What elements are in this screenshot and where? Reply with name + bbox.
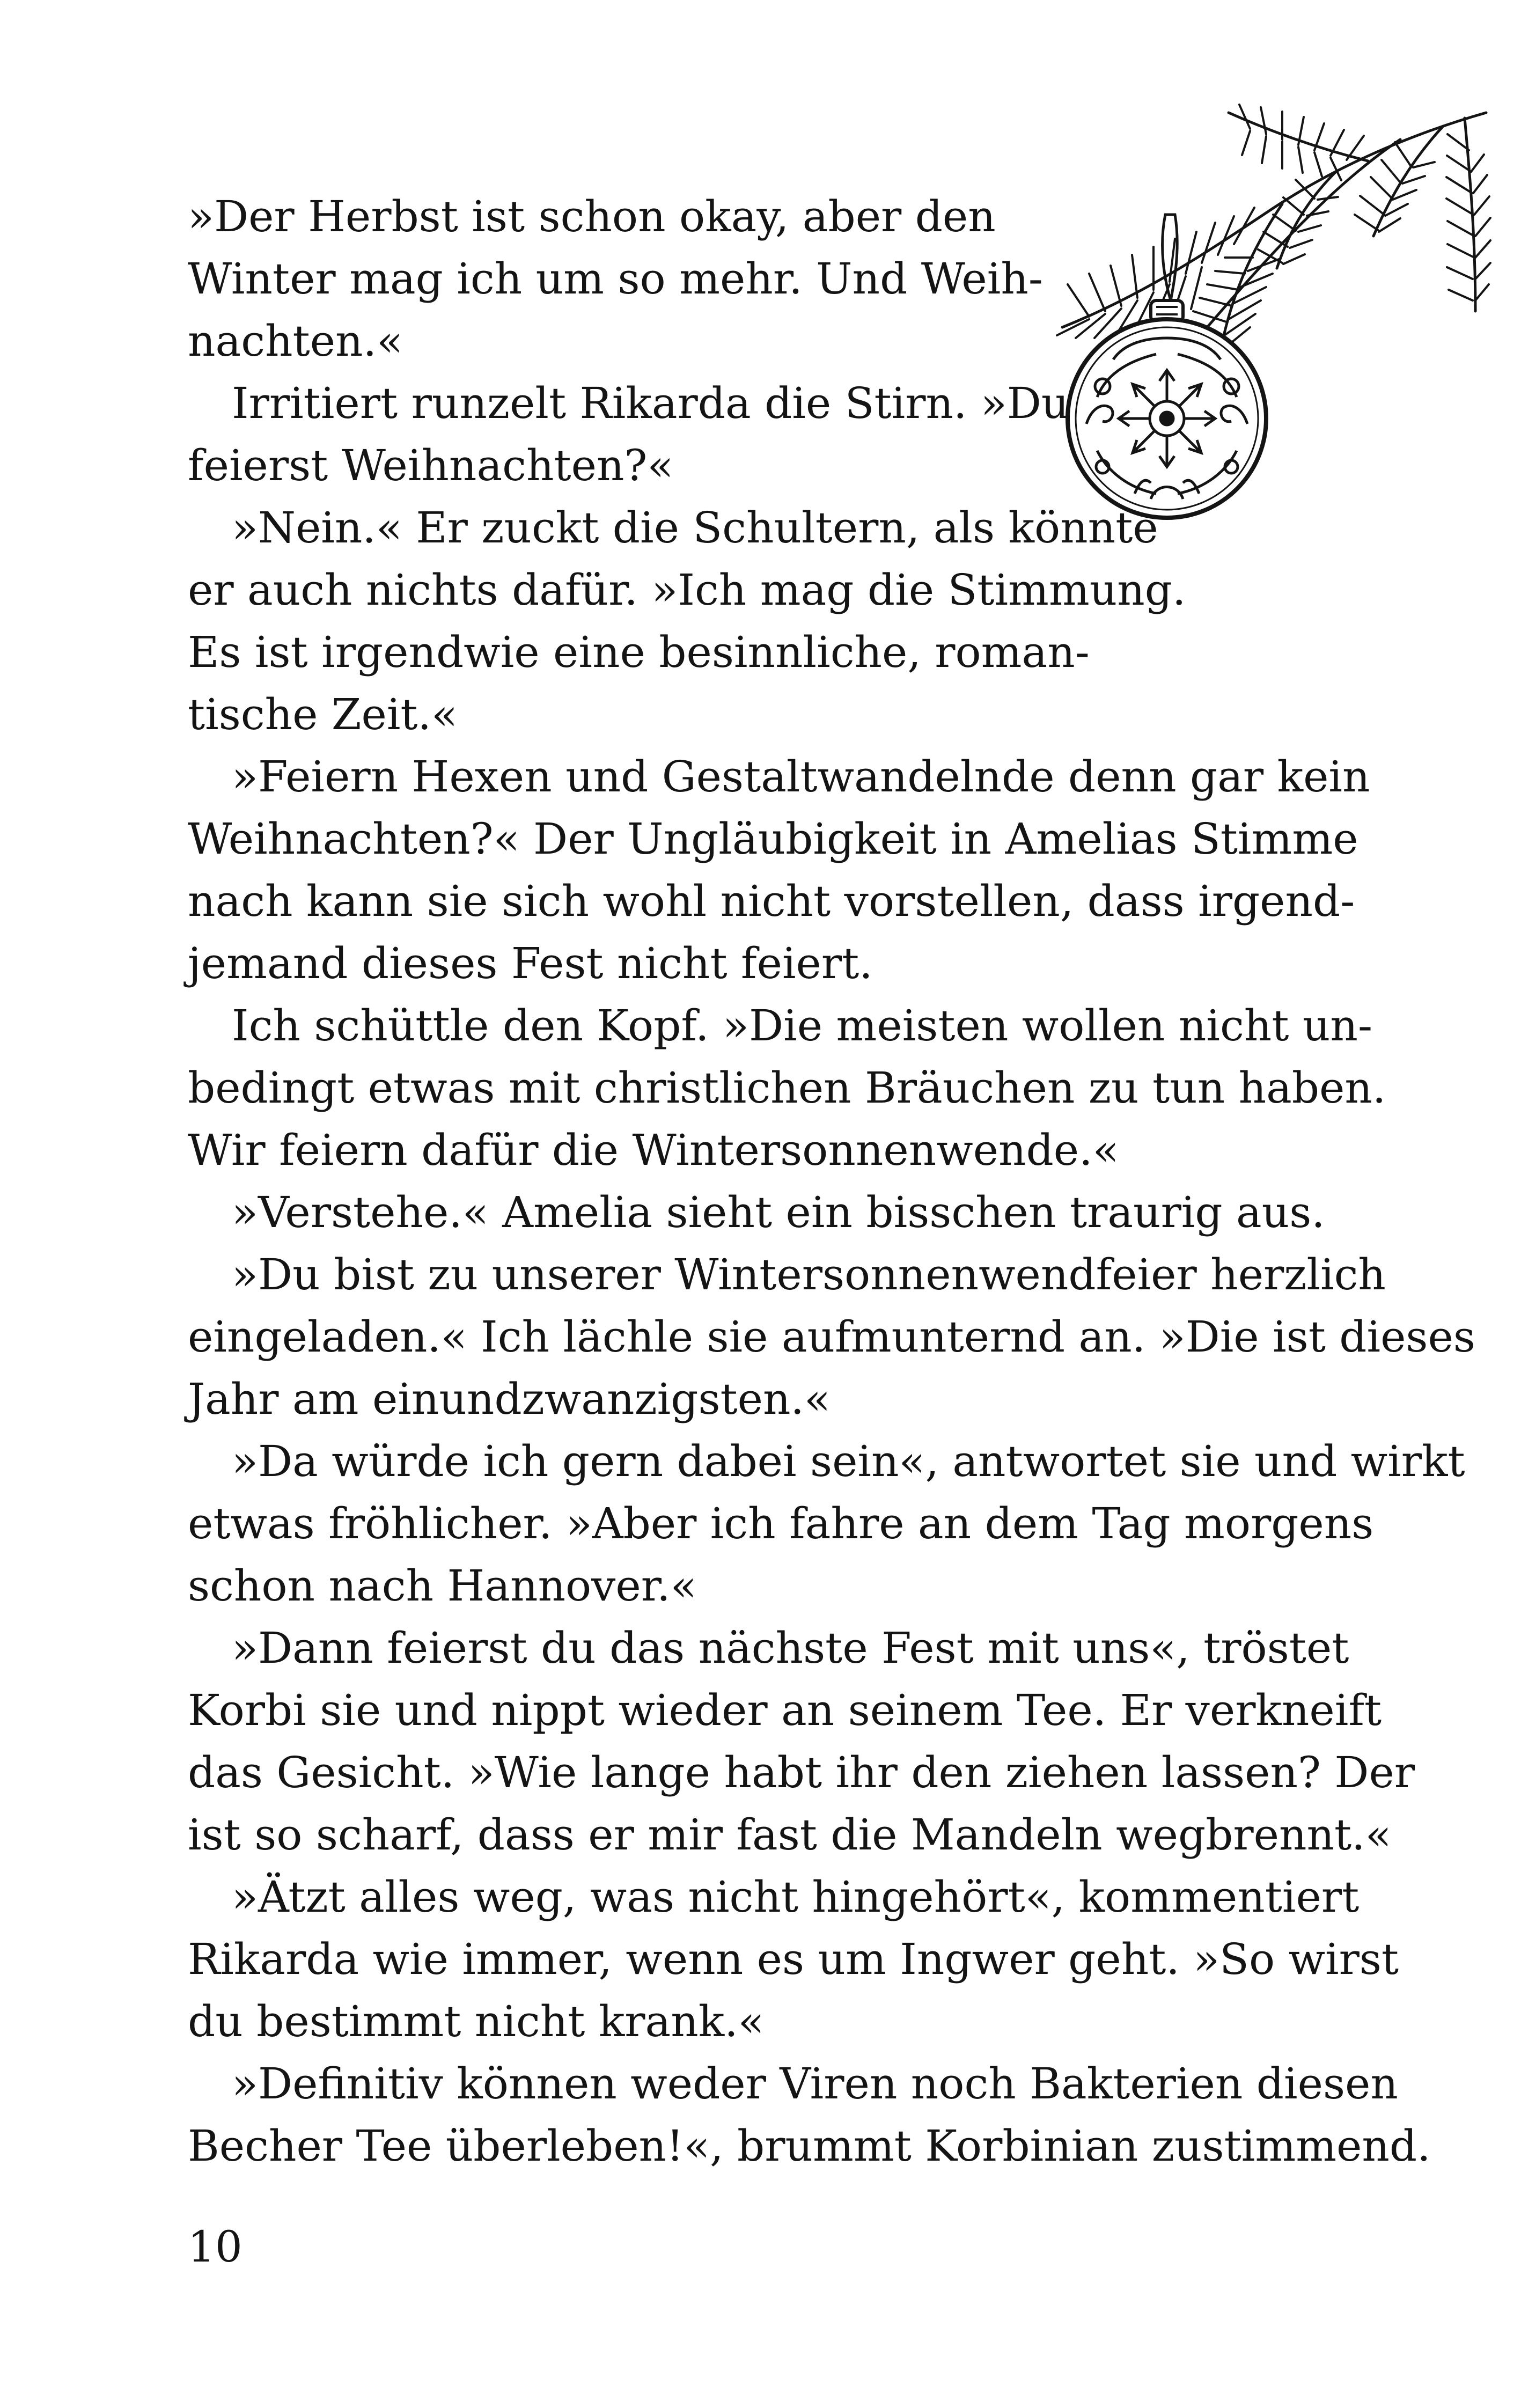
text-line: Wir feiern dafür die Wintersonnenwende.«	[188, 1125, 1119, 1175]
text-line: »Ätzt alles weg, was nicht hingehört«, kommentiert	[232, 1872, 1360, 1922]
text-line: Ich schüttle den Kopf. »Die meisten wollen nicht un-	[232, 1001, 1372, 1051]
text-line: »Da würde ich gern dabei sein«, antwortet sie und wirkt	[232, 1436, 1465, 1486]
text-line: Rikarda wie immer, wenn es um Ingwer geht. »So wirst	[188, 1934, 1399, 1984]
text-line: nach kann sie sich wohl nicht vorstellen, dass irgend-	[188, 876, 1355, 926]
text-line: »Definitiv können weder Viren noch Bakterien diesen	[232, 2059, 1398, 2109]
text-line: Becher Tee überleben!«, brummt Korbinian zustimmend.	[188, 2121, 1431, 2171]
text-line: bedingt etwas mit christlichen Bräuchen zu tun haben.	[188, 1063, 1386, 1113]
text-line: »Der Herbst ist schon okay, aber den	[188, 192, 996, 241]
text-line: er auch nichts dafür. »Ich mag die Stimmung.	[188, 565, 1186, 615]
text-line: etwas fröhlicher. »Aber ich fahre an dem Tag morgens	[188, 1499, 1374, 1548]
page-number: 10	[188, 2222, 243, 2272]
text-line: eingeladen.« Ich lächle sie aufmunternd an. »Die ist dieses	[188, 1312, 1475, 1362]
text-line: »Verstehe.« Amelia sieht ein bisschen traurig aus.	[232, 1187, 1325, 1237]
text-line: »Du bist zu unserer Wintersonnenwendfeier herzlich	[232, 1250, 1386, 1300]
text-line: nachten.«	[188, 316, 403, 366]
text-line: ist so scharf, dass er mir fast die Mandeln wegbrennt.«	[188, 1810, 1392, 1860]
text-line: Winter mag ich um so mehr. Und Weih-	[188, 254, 1043, 304]
text-line: Es ist irgendwie eine besinnliche, roman-	[188, 627, 1090, 677]
text-line: Korbi sie und nippt wieder an seinem Tee. Er verkneift	[188, 1685, 1382, 1735]
text-line: »Feiern Hexen und Gestaltwandelnde denn gar kein	[232, 752, 1370, 802]
text-line: schon nach Hannover.«	[188, 1561, 697, 1611]
text-line: »Dann feierst du das nächste Fest mit uns«, tröstet	[232, 1623, 1349, 1673]
text-line: Jahr am einundzwanzigsten.«	[188, 1374, 831, 1424]
text-line: feierst Weihnachten?«	[188, 441, 674, 490]
text-line: Weihnachten?« Der Ungläubigkeit in Amelias Stimme	[188, 814, 1358, 864]
text-line: das Gesicht. »Wie lange habt ihr den ziehen lassen? Der	[188, 1748, 1415, 1797]
text-line: du bestimmt nicht krank.«	[188, 1996, 765, 2046]
text-line: Irritiert runzelt Rikarda die Stirn. »Du	[232, 378, 1069, 428]
text-line: tische Zeit.«	[188, 689, 458, 739]
text-line: »Nein.« Er zuckt die Schultern, als könnte	[232, 503, 1158, 553]
text-line: jemand dieses Fest nicht feiert.	[188, 938, 873, 988]
